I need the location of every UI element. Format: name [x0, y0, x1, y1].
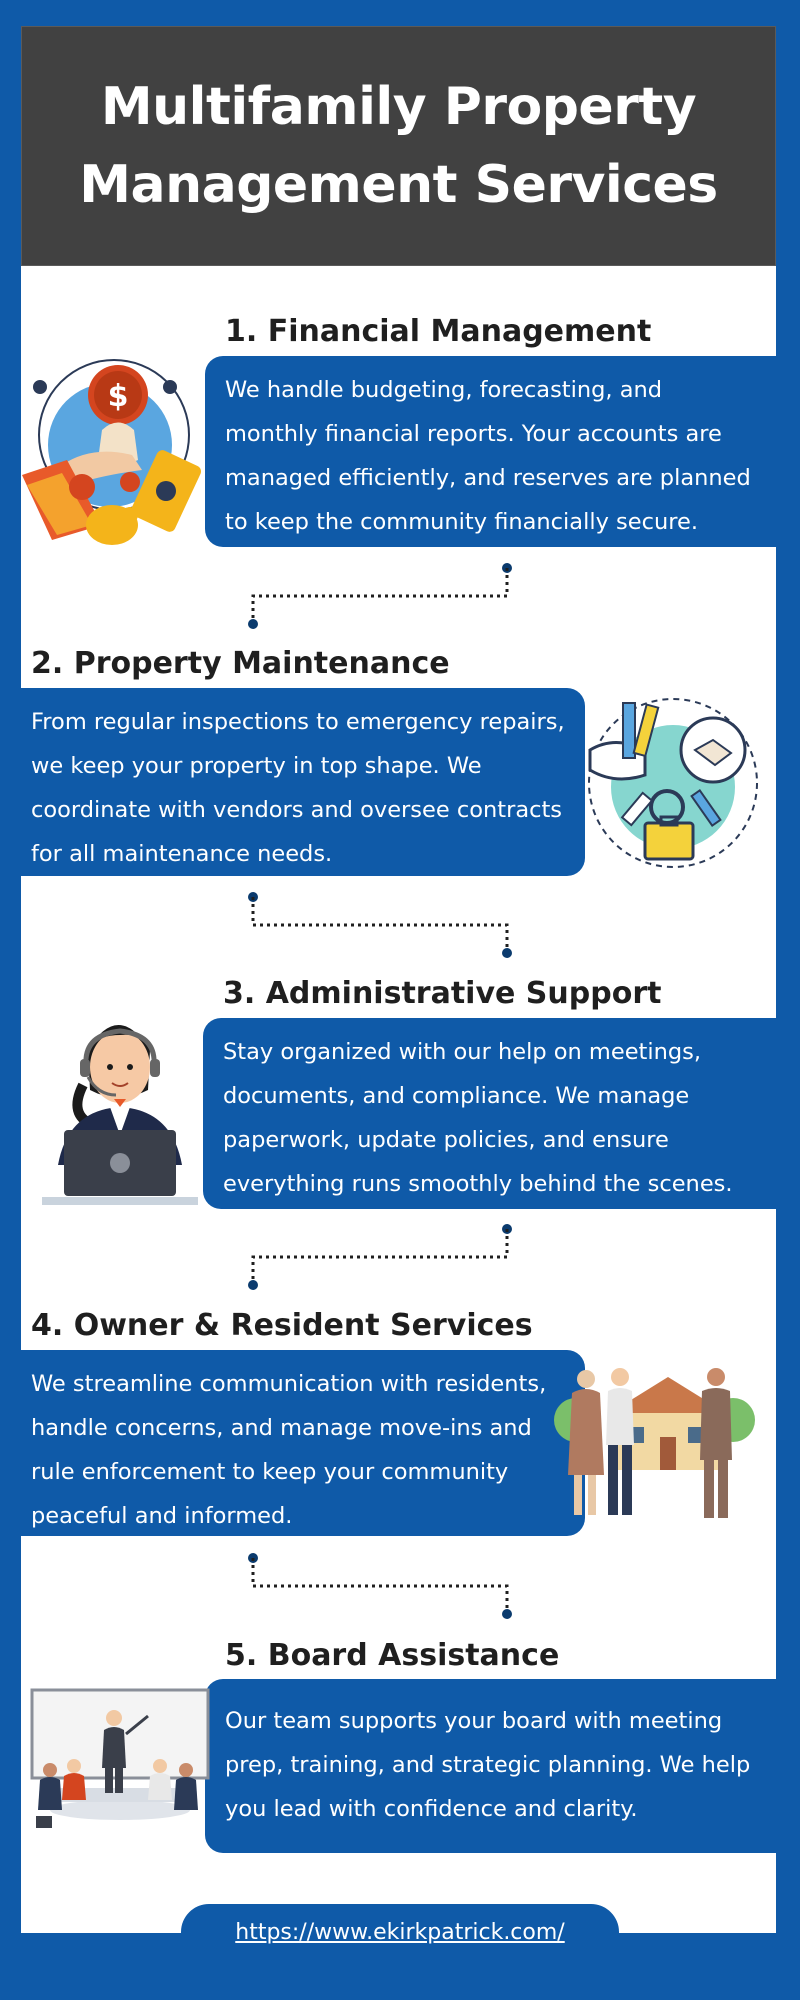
section-2-title: 2. Property Maintenance — [31, 646, 450, 681]
section-5-text: Our team supports your board with meeting prep, training, and strategic planning. We help you lead with confidence and clarity. — [205, 1679, 776, 1853]
financial-money-icon — [22, 355, 202, 555]
page-title — [79, 68, 718, 224]
section-1-title: 1. Financial Management — [225, 314, 652, 349]
support-agent-icon — [38, 995, 203, 1210]
maintenance-tools-icon — [585, 695, 760, 875]
connector-1-2 — [240, 560, 520, 632]
svg-text:$: $ — [107, 379, 129, 414]
website-link[interactable]: https://www.ekirkpatrick.com/ — [235, 1919, 565, 1945]
section-2-text: From regular inspections to emergency repairs, we keep your property in top shape. We coordinate with vendors and oversee contracts for all maintenance needs. — [21, 688, 585, 876]
board-meeting-icon — [30, 1688, 210, 1838]
page-title-line-2: Management Services — [79, 155, 718, 215]
section-3-title: 3. Administrative Support — [223, 976, 662, 1011]
section-4-text: We streamline communication with residents, handle concerns, and manage move-ins and rule enforcement to keep your community peaceful and informed. — [21, 1350, 585, 1536]
page-title-line-1: Multifamily Property — [100, 77, 697, 137]
connector-3-4 — [240, 1221, 520, 1293]
connector-2-3 — [240, 889, 520, 961]
footer-link-bar — [181, 1904, 619, 1960]
section-4-title: 4. Owner & Resident Services — [31, 1308, 533, 1343]
residents-house-icon — [548, 1365, 758, 1535]
connector-4-5 — [240, 1550, 520, 1622]
page-header — [21, 26, 776, 266]
section-5-title: 5. Board Assistance — [225, 1638, 560, 1673]
section-1-text: We handle budgeting, forecasting, and monthly financial reports. Your accounts are managed efficiently, and reserves are planned to keep the community financially secure. — [205, 356, 776, 547]
section-3-text: Stay organized with our help on meetings, documents, and compliance. We manage paperwork, update policies, and ensure everything runs smoothly behind the scenes. — [203, 1018, 776, 1209]
